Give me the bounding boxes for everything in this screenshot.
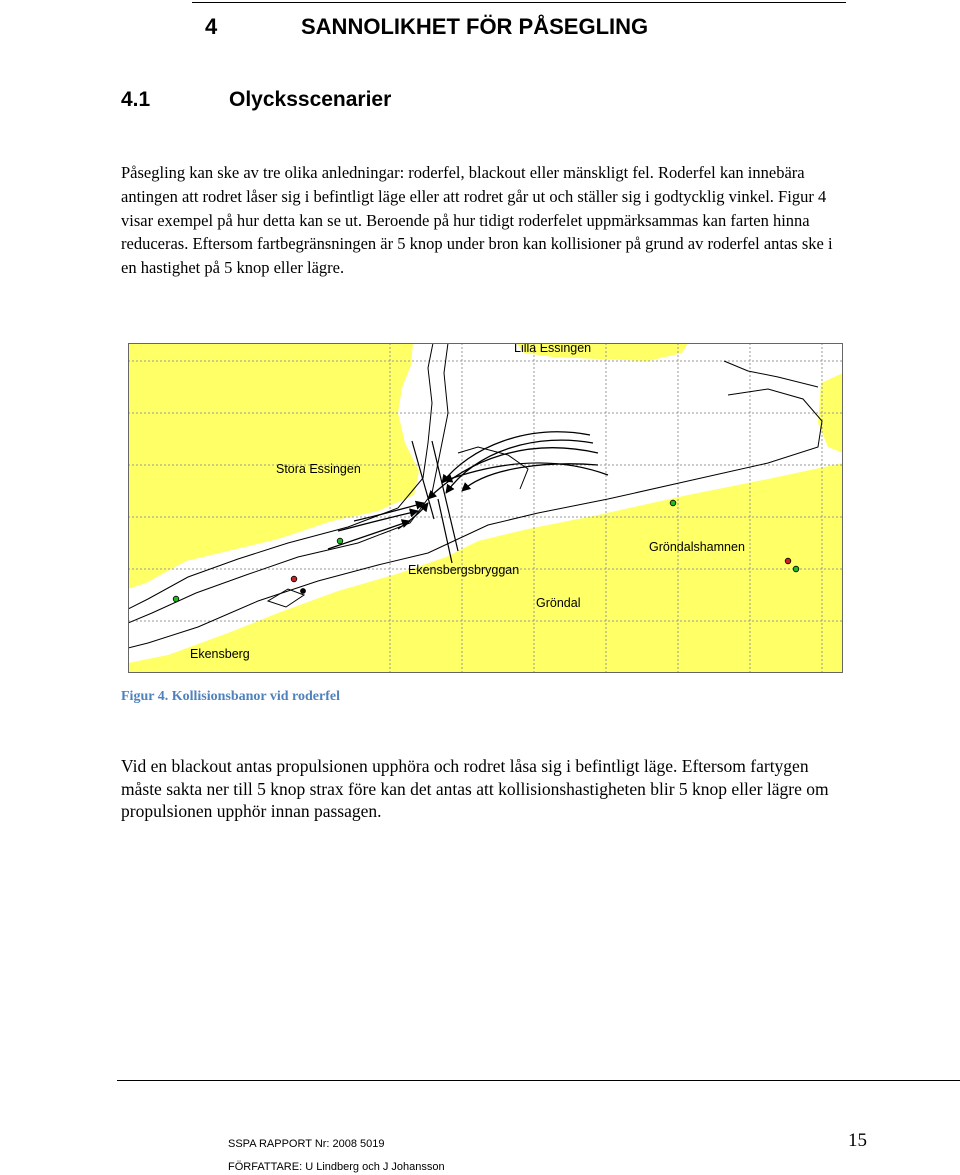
label-lilla-essingen: Lilla Essingen [514,343,592,355]
report-authors: FÖRFATTARE: U Lindberg och J Johansson [228,1161,445,1173]
header-rule [192,2,846,3]
label-grondal: Gröndal [536,596,581,610]
section-number: 4.1 [121,88,151,111]
label-stora-essingen: Stora Essingen [276,462,361,476]
label-ekensbergsbryggan: Ekensbergsbryggan [408,563,520,577]
section-title: Olycksscenarier [229,88,392,111]
figure-caption: Figur 4. Kollisionsbanor vid roderfel [121,689,340,704]
label-grondalshamnen: Gröndalshamnen [649,540,745,554]
report-number: SSPA RAPPORT Nr: 2008 5019 [228,1138,385,1150]
section-heading [121,88,391,112]
body-paragraph-2: Vid en blackout antas propulsionen upphöra och rodret låsa sig i befintligt läge. Eftersom fartygen måste sakta ner till 5 knop strax före kan det antas att kollisionshastigheten blir 5 knop eller lägre om propulsionen upphör innan passagen. [121,756,829,821]
chapter-number: 4 [205,14,218,39]
footer-rule [117,1080,960,1081]
page-number: 15 [848,1130,867,1151]
chapter-heading [205,14,648,40]
map-figure [128,343,843,673]
label-ekensberg: Ekensberg [190,647,250,661]
chapter-title: SANNOLIKHET FÖR PÅSEGLING [301,14,649,39]
body-paragraph-1: Påsegling kan ske av tre olika anledningar: roderfel, blackout eller mänskligt fel. Roderfel kan innebära antingen att rodret låser sig i befintligt läge eller att rodret går ut och ställer sig i godtycklig vinkel. Figur 4 visar exempel på hur detta kan se ut. Beroende på hur tidigt roderfelet uppmärksammas kan farten hinna reduceras. Eftersom fartbegränsningen är 5 knop under bron kan kollisioner på grund av roderfel antas ske i en hastighet på 5 knop eller lägre. [121,163,833,278]
